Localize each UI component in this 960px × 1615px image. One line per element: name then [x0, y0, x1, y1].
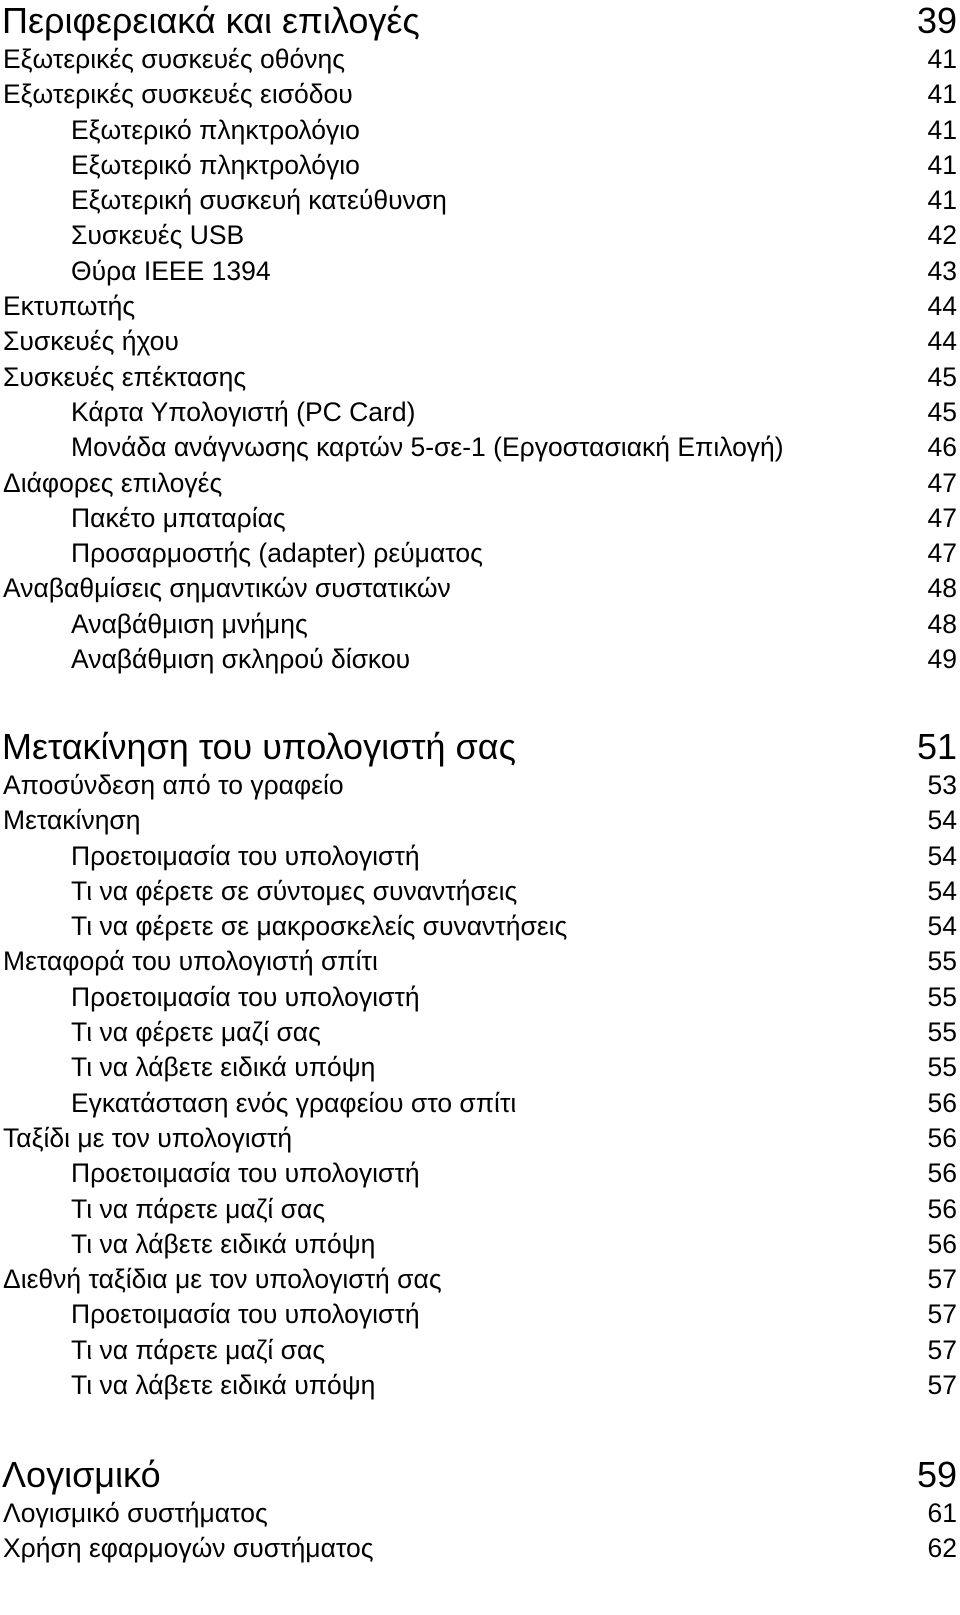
toc-subentry[interactable] [0, 501, 960, 536]
entry-label: Τι να φέρετε μαζί σας [71, 1017, 321, 1048]
entry-label: Εκτυπωτής [3, 291, 136, 322]
entry-label: Τι να λάβετε ειδικά υπόψη [71, 1370, 376, 1401]
entry-page-number: 54 [927, 840, 957, 871]
entry-page-number: 55 [927, 1052, 957, 1083]
section-heading[interactable] [0, 726, 960, 768]
entry-label: Θύρα IEEE 1394 [71, 255, 271, 286]
entry-page-number: 43 [927, 255, 957, 286]
toc-section [0, 0, 960, 677]
entry-page-number: 41 [927, 79, 957, 110]
entry-page-number: 57 [927, 1370, 957, 1401]
entry-label: Τι να λάβετε ειδικά υπόψη [71, 1052, 376, 1083]
entry-label: Εξωτερικό πληκτρολόγιο [71, 149, 360, 180]
entry-page-number: 56 [927, 1158, 957, 1189]
entry-page-number: 41 [927, 185, 957, 216]
entry-label: Εξωτερικό πληκτρολόγιο [71, 114, 360, 145]
toc-section [0, 1454, 960, 1567]
toc-subentry[interactable] [0, 1297, 960, 1332]
entry-label: Αναβαθμίσεις σημαντικών συστατικών [3, 573, 451, 604]
section-title: Περιφερειακά και επιλογές [2, 0, 420, 41]
entry-label: Ταξίδι με τον υπολογιστή [3, 1122, 293, 1153]
section-page-number: 59 [916, 1454, 957, 1495]
toc-subentry[interactable] [0, 218, 960, 253]
entry-label: Συσκευές USB [71, 220, 245, 251]
entry-label: Εγκατάσταση ενός γραφείου στο σπίτι [71, 1087, 517, 1118]
entry-page-number: 57 [927, 1264, 957, 1295]
toc-subentry[interactable] [0, 607, 960, 642]
toc-entry[interactable] [0, 360, 960, 395]
entry-label: Εξωτερική συσκευή κατεύθυνση [71, 185, 447, 216]
toc-entry[interactable] [0, 803, 960, 838]
entry-page-number: 48 [927, 573, 957, 604]
toc-subentry[interactable] [0, 430, 960, 465]
toc-subentry[interactable] [0, 874, 960, 909]
entry-label: Προσαρμοστής (adapter) ρεύματος [71, 538, 483, 569]
entry-label: Χρήση εφαρμογών συστήματος [3, 1533, 374, 1564]
entry-label: Λογισμικό συστήματος [3, 1498, 268, 1528]
section-page-number: 39 [916, 0, 957, 41]
toc-entry[interactable] [0, 466, 960, 501]
section-page-number: 51 [916, 726, 957, 767]
entry-page-number: 62 [927, 1533, 957, 1564]
entry-page-number: 42 [927, 220, 957, 251]
entry-label: Τι να πάρετε μαζί σας [71, 1334, 326, 1365]
toc-entry[interactable] [0, 289, 960, 324]
entry-label: Τι να λάβετε ειδικά υπόψη [71, 1228, 376, 1259]
toc-entry[interactable] [0, 1121, 960, 1156]
toc-section [0, 726, 960, 1403]
entry-page-number: 41 [927, 44, 957, 74]
entry-page-number: 49 [927, 644, 957, 675]
entry-label: Πακέτο μπαταρίας [71, 502, 286, 533]
toc-entry[interactable] [0, 1262, 960, 1297]
toc-subentry[interactable] [0, 642, 960, 677]
entry-label: Προετοιμασία του υπολογιστή [71, 840, 420, 871]
entry-label: Συσκευές ήχου [3, 326, 179, 357]
entry-label: Εξωτερικές συσκευές εισόδου [3, 79, 353, 110]
entry-label: Προετοιμασία του υπολογιστή [71, 1299, 420, 1330]
section-title: Λογισμικό [2, 1454, 161, 1495]
entry-label: Αποσύνδεση από το γραφείο [3, 770, 344, 800]
entry-page-number: 54 [927, 875, 957, 906]
toc-entry[interactable] [0, 1496, 960, 1531]
toc-subentry[interactable] [0, 395, 960, 430]
toc-entry[interactable] [0, 944, 960, 979]
toc-entry[interactable] [0, 77, 960, 112]
toc-subentry[interactable] [0, 839, 960, 874]
entry-label: Τι να φέρετε σε μακροσκελείς συναντήσεις [71, 911, 568, 942]
entry-label: Συσκευές επέκτασης [3, 361, 247, 392]
entry-page-number: 45 [927, 361, 957, 392]
toc-subentry[interactable] [0, 1333, 960, 1368]
entry-label: Διεθνή ταξίδια με τον υπολογιστή σας [3, 1264, 442, 1295]
entry-page-number: 54 [927, 911, 957, 942]
entry-page-number: 47 [927, 467, 957, 498]
toc-subentry[interactable] [0, 1192, 960, 1227]
entry-label: Τι να πάρετε μαζί σας [71, 1193, 326, 1224]
entry-page-number: 56 [927, 1193, 957, 1224]
entry-page-number: 44 [927, 326, 957, 357]
section-heading[interactable] [0, 1454, 960, 1496]
entry-page-number: 45 [927, 396, 957, 427]
entry-page-number: 57 [927, 1299, 957, 1330]
entry-label: Προετοιμασία του υπολογιστή [71, 981, 420, 1012]
toc-subentry[interactable] [0, 909, 960, 944]
entry-page-number: 56 [927, 1228, 957, 1259]
toc-subentry[interactable] [0, 148, 960, 183]
toc-subentry[interactable] [0, 1368, 960, 1403]
toc-subentry[interactable] [0, 1086, 960, 1121]
entry-page-number: 55 [927, 946, 957, 977]
entry-page-number: 56 [927, 1122, 957, 1153]
section-title: Μετακίνηση του υπολογιστή σας [2, 726, 516, 767]
entry-page-number: 55 [927, 1017, 957, 1048]
entry-label: Τι να φέρετε σε σύντομες συναντήσεις [71, 875, 518, 906]
toc-entry[interactable] [0, 768, 960, 803]
toc-subentry[interactable] [0, 1156, 960, 1191]
entry-page-number: 61 [927, 1498, 957, 1528]
entry-page-number: 46 [927, 432, 957, 463]
entry-page-number: 44 [927, 291, 957, 322]
entry-page-number: 55 [927, 981, 957, 1012]
entry-page-number: 57 [927, 1334, 957, 1365]
toc-entry[interactable] [0, 571, 960, 606]
toc-subentry[interactable] [0, 980, 960, 1015]
toc-subentry[interactable] [0, 1227, 960, 1262]
toc-entry[interactable] [0, 42, 960, 77]
toc-entry[interactable] [0, 324, 960, 359]
entry-page-number: 48 [927, 608, 957, 639]
entry-page-number: 47 [927, 502, 957, 533]
entry-page-number: 53 [927, 770, 957, 800]
entry-page-number: 41 [927, 149, 957, 180]
entry-page-number: 56 [927, 1087, 957, 1118]
entry-label: Μετακίνηση [3, 805, 141, 836]
entry-label: Μεταφορά του υπολογιστή σπίτι [3, 946, 378, 977]
entry-label: Μονάδα ανάγνωσης καρτών 5-σε-1 (Εργοστασιακή Επιλογή) [71, 432, 784, 463]
toc-subentry[interactable] [0, 183, 960, 218]
entry-page-number: 54 [927, 805, 957, 836]
toc-subentry[interactable] [0, 113, 960, 148]
entry-label: Προετοιμασία του υπολογιστή [71, 1158, 420, 1189]
entry-label: Κάρτα Υπολογιστή (PC Card) [71, 396, 416, 427]
entry-label: Διάφορες επιλογές [3, 467, 223, 498]
toc-subentry[interactable] [0, 254, 960, 289]
entry-page-number: 41 [927, 114, 957, 145]
toc-subentry[interactable] [0, 1015, 960, 1050]
entry-label: Εξωτερικές συσκευές οθόνης [3, 44, 345, 74]
entry-label: Αναβάθμιση μνήμης [71, 608, 308, 639]
section-heading[interactable] [0, 0, 960, 42]
toc-entry[interactable] [0, 1531, 960, 1566]
toc-subentry[interactable] [0, 1050, 960, 1085]
entry-page-number: 47 [927, 538, 957, 569]
toc-subentry[interactable] [0, 536, 960, 571]
entry-label: Αναβάθμιση σκληρού δίσκου [71, 644, 411, 675]
